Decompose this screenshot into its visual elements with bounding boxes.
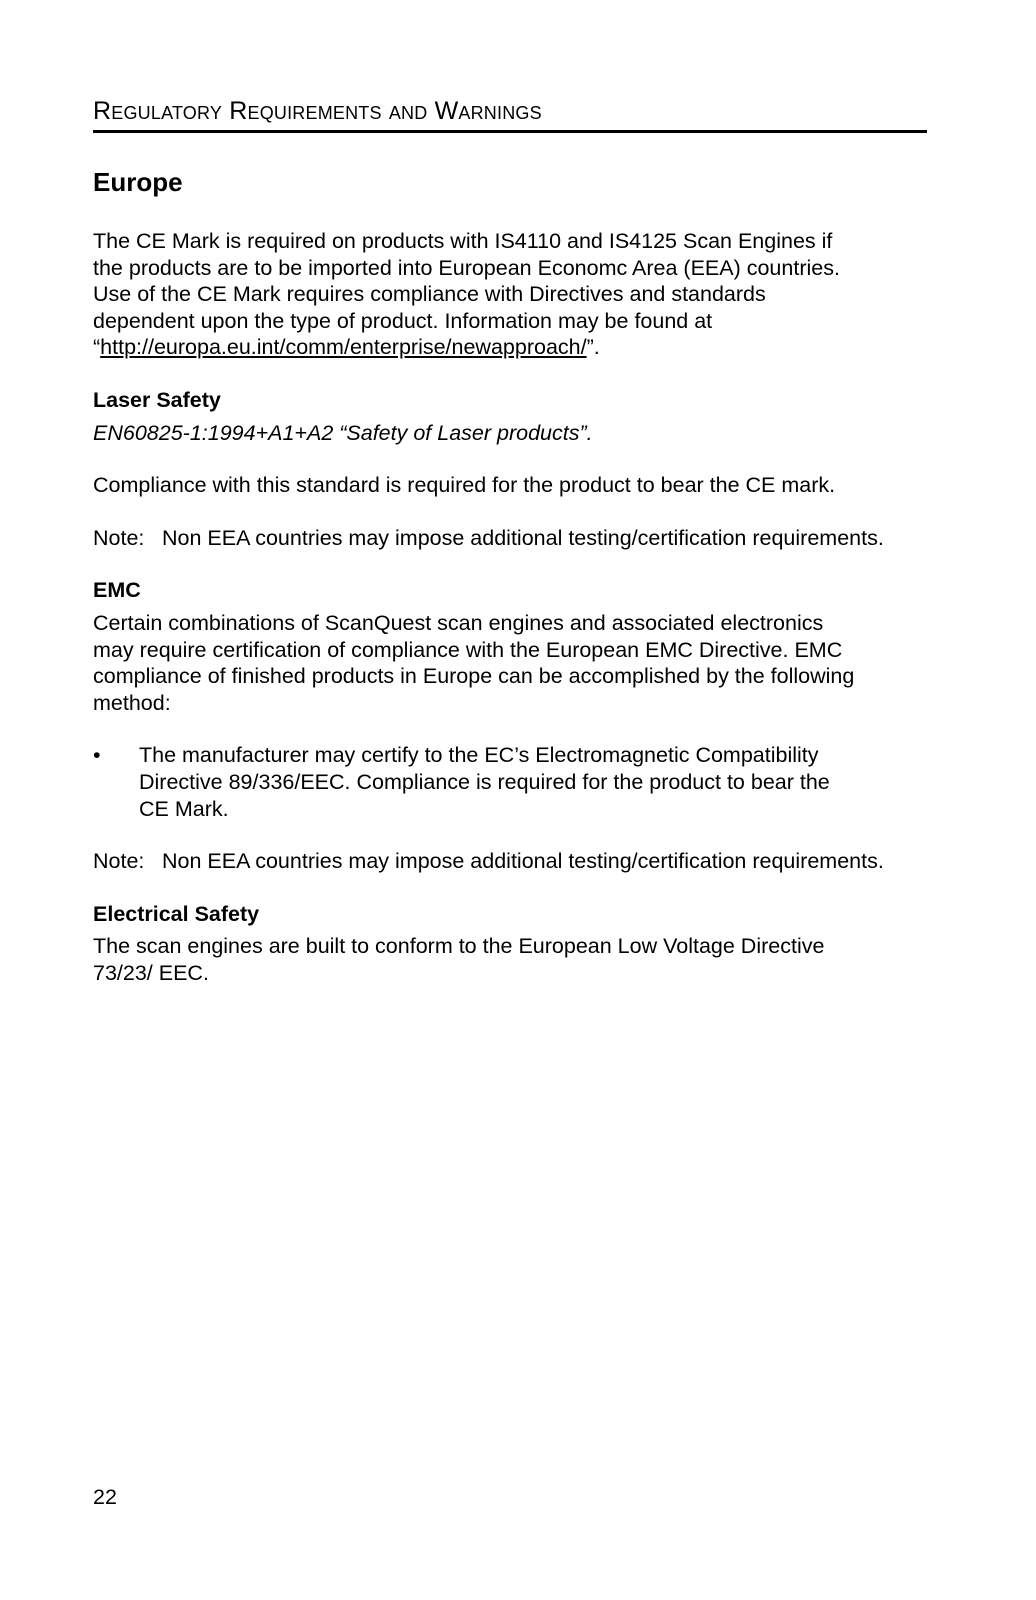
laser-safety-heading: Laser Safety <box>93 387 221 412</box>
running-header: Regulatory Requirements and Warnings <box>93 96 927 133</box>
section-title: Europe <box>93 167 183 197</box>
note-text: Non EEA countries may impose additional testing/certification requirements. <box>162 525 884 550</box>
note-label: Note: <box>93 525 145 550</box>
electrical-safety-heading: Electrical Safety <box>93 901 260 926</box>
intro-line-1: The CE Mark is required on products with IS4110 and IS4125 Scan Engines if <box>93 229 833 253</box>
electrical-line-1: The scan engines are built to conform to the European Low Voltage Directive <box>93 934 825 959</box>
emc-line-4: method: <box>93 690 171 715</box>
europa-link[interactable]: http://europa.eu.int/comm/enterprise/newapproach/ <box>100 335 587 360</box>
note-text: Non EEA countries may impose additional testing/certification requirements. <box>162 849 884 874</box>
laser-standard-reference: EN60825-1:1994+A1+A2 “Safety of Laser products”. <box>93 420 593 445</box>
page-content <box>93 166 933 1012</box>
intro-paragraph <box>93 228 933 361</box>
emc-line-2: may require certification of compliance with the European EMC Directive. EMC <box>93 637 843 662</box>
intro-line-4: dependent upon the type of product. Information may be found at <box>93 308 713 333</box>
bullet-line-2: Directive 89/336/EEC. Compliance is required for the product to bear the <box>139 769 830 794</box>
bullet-line-1: The manufacturer may certify to the EC’s Electromagnetic Compatibility <box>139 743 819 768</box>
electrical-safety-paragraph <box>93 933 933 986</box>
emc-line-1: Certain combinations of ScanQuest scan engines and associated electronics <box>93 610 824 635</box>
laser-compliance-paragraph: Compliance with this standard is required for the product to bear the CE mark. <box>93 473 836 498</box>
emc-method-list <box>93 742 933 822</box>
bullet-text <box>139 742 933 822</box>
emc-paragraph <box>93 610 933 716</box>
note-label: Note: <box>93 849 145 874</box>
bullet-icon: • <box>93 743 101 768</box>
intro-quote-open: “ <box>93 335 101 360</box>
emc-note <box>93 848 933 875</box>
intro-line-3: Use of the CE Mark requires compliance with Directives and standards <box>93 282 766 307</box>
electrical-line-2: 73/23/ EEC. <box>93 960 209 985</box>
emc-heading: EMC <box>93 578 141 603</box>
bullet-line-3: CE Mark. <box>139 796 229 821</box>
list-item <box>93 742 933 822</box>
intro-quote-close: ”. <box>586 335 600 360</box>
page-number: 22 <box>93 1485 117 1509</box>
laser-note <box>93 525 933 552</box>
intro-line-2: the products are to be imported into European Economc Area (EEA) countries. <box>93 255 840 280</box>
emc-line-3: compliance of finished products in Europe can be accomplished by the following <box>93 664 855 689</box>
